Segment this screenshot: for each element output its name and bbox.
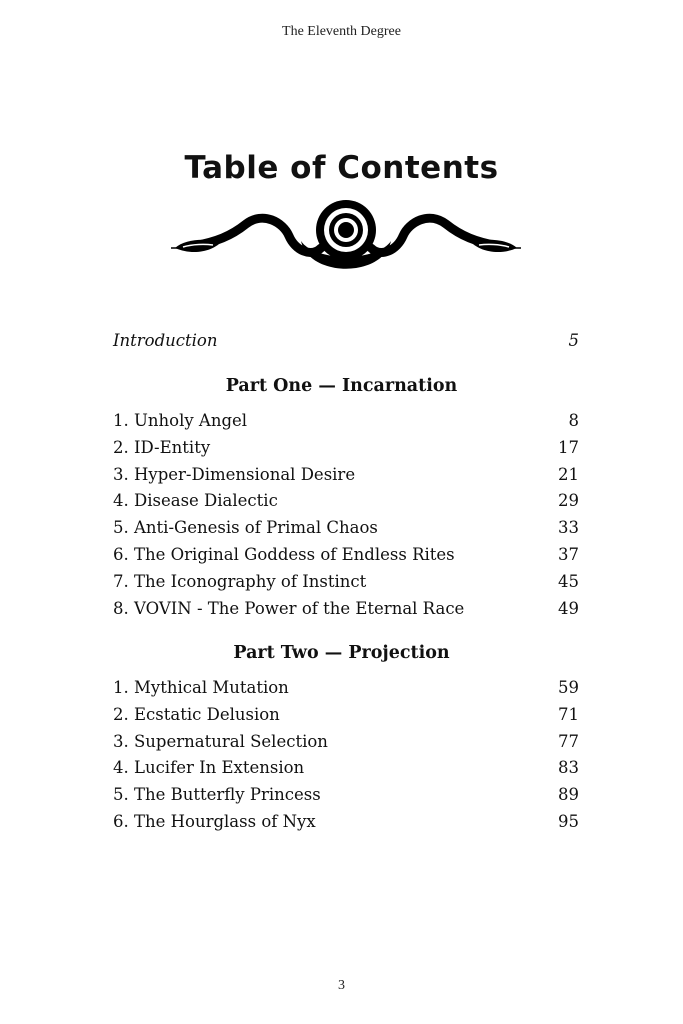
toc-entry-label: 6. The Hourglass of Nyx (113, 811, 316, 831)
part-one-chapter-list (113, 408, 579, 622)
toc-entry (113, 809, 579, 836)
toc-entry (113, 435, 579, 462)
part-two-chapter-list (113, 675, 579, 836)
toc-entry-page: 45 (558, 571, 579, 591)
toc-entry-page: 83 (558, 758, 579, 778)
toc-entry-label: 3. Supernatural Selection (113, 731, 328, 751)
toc-entry-page: 95 (558, 811, 579, 831)
toc-entry-page: 29 (558, 491, 579, 511)
toc-entry-label: 4. Lucifer In Extension (113, 758, 305, 778)
toc-entry (113, 729, 579, 756)
page-number: 3 (338, 978, 345, 993)
toc-introduction (113, 328, 579, 355)
toc-entry-page: 8 (568, 411, 579, 430)
toc-entry-page: 89 (558, 785, 579, 805)
toc-entry (113, 542, 579, 569)
toc-entry-label: 2. ID-Entity (113, 437, 211, 457)
toc-entry-label: 1. Mythical Mutation (113, 678, 289, 697)
toc-entry-page: 37 (558, 544, 579, 564)
page-title: Table of Contents (184, 150, 499, 186)
toc-entry (113, 702, 579, 729)
toc-entry-page: 49 (558, 598, 579, 618)
toc-entry-page: 71 (558, 704, 579, 724)
toc-entry (113, 675, 579, 702)
toc-entry-label: 6. The Original Goddess of Endless Rites (113, 544, 455, 564)
toc-entry-page: 77 (558, 731, 579, 751)
toc-entry-page: 59 (558, 678, 579, 697)
toc-entry-page: 17 (558, 437, 579, 457)
part-one-heading: Part One — Incarnation (225, 376, 458, 396)
toc-entry (113, 569, 579, 596)
toc-entry-label: Introduction (113, 331, 218, 350)
toc-entry (113, 755, 579, 782)
toc-entry-label: 5. Anti-Genesis of Primal Chaos (113, 518, 378, 538)
toc-entry (113, 596, 579, 623)
serpent-eye-ornament-icon (171, 196, 521, 296)
toc-entry-label: 5. The Butterfly Princess (113, 785, 321, 805)
toc-entry-label: 1. Unholy Angel (113, 411, 248, 430)
toc-entry (113, 462, 579, 489)
toc-entry (113, 515, 579, 542)
toc-entry-label: 4. Disease Dialectic (113, 491, 278, 511)
toc-entry-label: 7. The Iconography of Instinct (113, 571, 367, 591)
toc-entry-label: 3. Hyper-Dimensional Desire (113, 464, 356, 484)
toc-entry-label: 8. VOVIN - The Power of the Eternal Race (113, 598, 465, 618)
toc-entry-introduction (113, 328, 579, 355)
toc-entry (113, 782, 579, 809)
running-header: The Eleventh Degree (282, 24, 401, 39)
toc-entry-label: 2. Ecstatic Delusion (113, 704, 280, 724)
toc-entry (113, 408, 579, 435)
part-two-heading: Part Two — Projection (233, 643, 450, 663)
toc-entry-page: 33 (558, 518, 579, 538)
toc-entry-page: 5 (568, 331, 579, 350)
toc-entry-page: 21 (558, 464, 579, 484)
toc-entry (113, 488, 579, 515)
